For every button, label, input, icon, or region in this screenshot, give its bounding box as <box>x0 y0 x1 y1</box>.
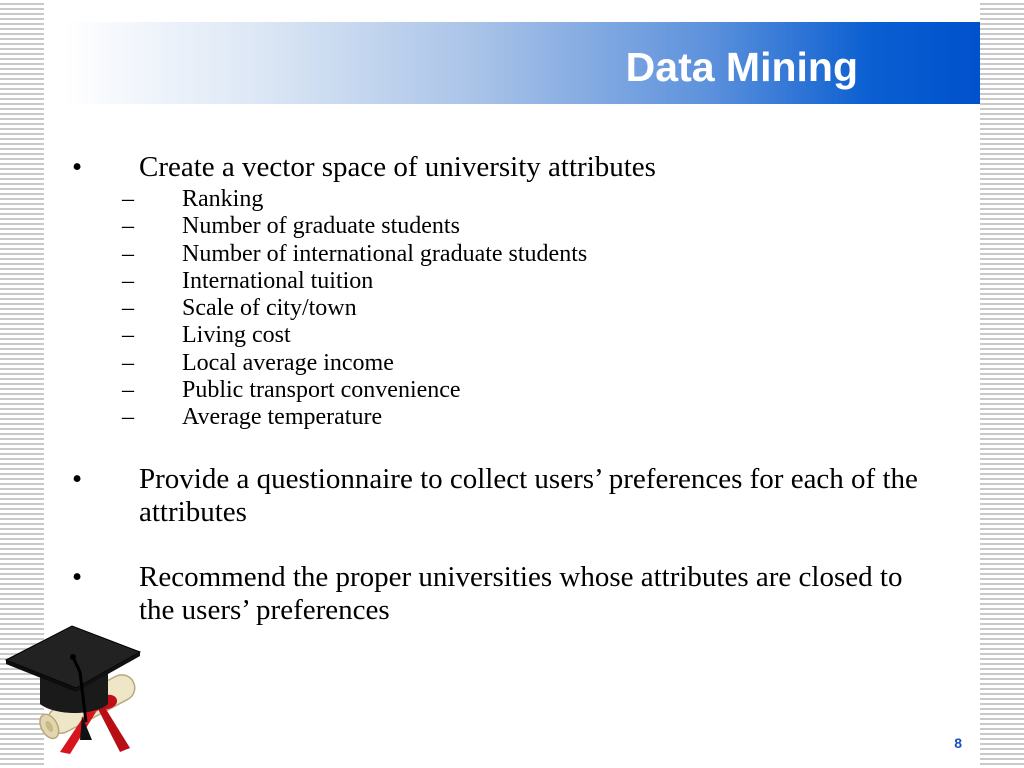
sub-text: Living cost <box>182 322 291 349</box>
sub-text: Number of international graduate students <box>182 240 588 267</box>
sub-dash: – <box>122 404 134 431</box>
sub-dash: – <box>122 267 134 294</box>
sub-dash: – <box>122 377 134 404</box>
sub-text: Scale of city/town <box>182 295 357 322</box>
sub-text: Local average income <box>182 349 394 376</box>
sub-dash: – <box>122 322 134 349</box>
slide <box>44 0 980 768</box>
bullet-mark: • <box>72 463 83 495</box>
bullet-text: Recommend the proper universities whose attributes are closed to the users’ preferences <box>139 561 903 626</box>
page-number: 8 <box>954 735 962 751</box>
bullet-text: Create a vector space of university attributes <box>139 151 656 183</box>
graduation-cap-icon <box>0 612 150 762</box>
sub-text: Public transport convenience <box>182 377 461 404</box>
sub-dash: – <box>122 295 134 322</box>
sub-dash: – <box>122 240 134 267</box>
sub-text: International tuition <box>182 267 374 294</box>
sub-text: Number of graduate students <box>182 213 460 240</box>
bullet-mark: • <box>72 151 83 183</box>
slide-title: Data Mining <box>625 44 858 90</box>
sub-text: Ranking <box>182 186 264 212</box>
bullet-text: Provide a questionnaire to collect users’ preferences for each of the attributes <box>139 463 918 528</box>
bullet-mark: • <box>72 561 83 593</box>
sub-dash: – <box>122 349 134 376</box>
right-border-stripes <box>980 0 1024 768</box>
sub-text: Average temperature <box>182 404 383 431</box>
sub-dash: – <box>122 213 134 240</box>
sub-dash: – <box>122 186 134 212</box>
